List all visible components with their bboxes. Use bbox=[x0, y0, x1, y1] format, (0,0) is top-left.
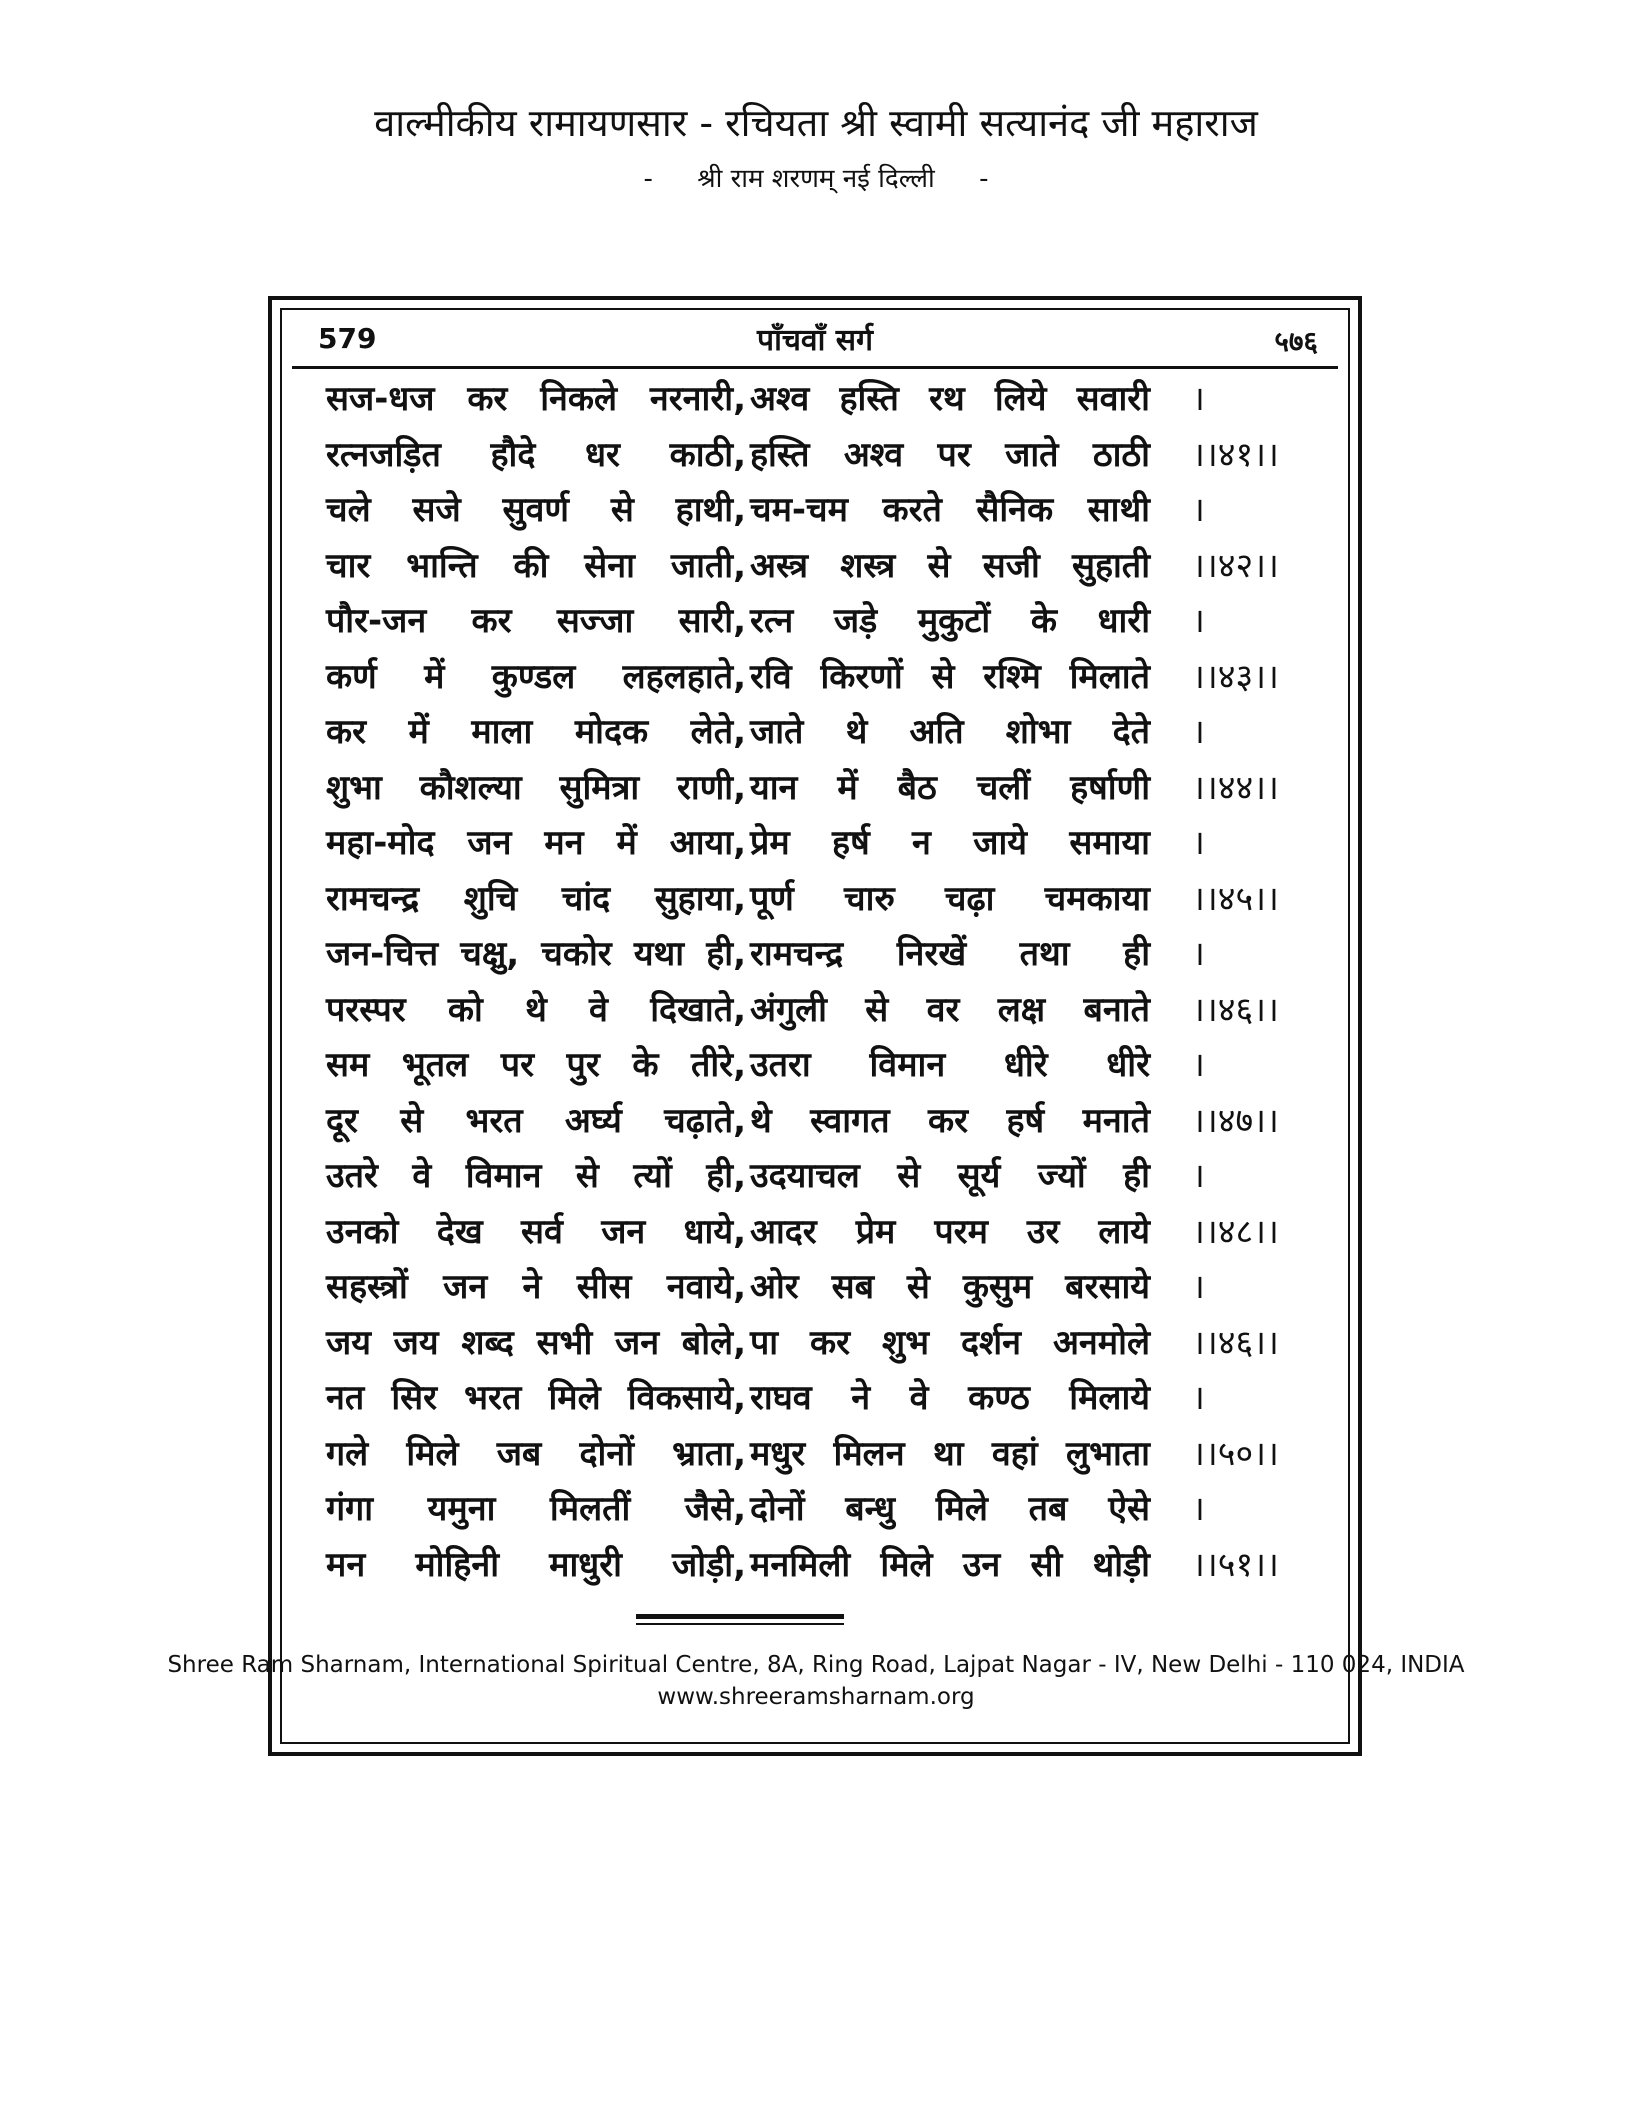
verse-left: चार भान्ति की सेना जाती, bbox=[326, 545, 746, 586]
verse-left: जय जय शब्द सभी जन बोले, bbox=[326, 1322, 746, 1363]
verse-right: मनमिली मिले उन सी थोड़ी bbox=[750, 1544, 1150, 1585]
verse-number: । bbox=[1192, 1045, 1205, 1085]
verse-number: । bbox=[1192, 712, 1205, 752]
verse-left: नत सिर भरत मिले विकसाये, bbox=[326, 1378, 746, 1418]
verse-line bbox=[292, 372, 1338, 428]
verse-line bbox=[292, 816, 1338, 872]
verse-right: प्रेम हर्ष न जाये समाया bbox=[750, 823, 1150, 863]
verse-number: ।।४६।। bbox=[1192, 1322, 1279, 1363]
verse-left: सज-धज कर निकले नरनारी, bbox=[326, 379, 746, 419]
verse-left: शुभा कौशल्या सुमित्रा राणी, bbox=[326, 767, 746, 808]
verse-line bbox=[292, 761, 1338, 817]
page-subtitle bbox=[0, 162, 1632, 196]
verse-left: जन-चित्त चक्षु, चकोर यथा ही, bbox=[326, 934, 746, 974]
verse-number: । bbox=[1192, 490, 1205, 530]
verse-number: । bbox=[1192, 601, 1205, 641]
subtitle-left-dash: - bbox=[643, 164, 653, 194]
verse-right: हस्ति अश्व पर जाते ठाठी bbox=[750, 434, 1150, 475]
footer-address: Shree Ram Sharnam, International Spiritual Centre, 8A, Ring Road, Lajpat Nagar - IV, New Delhi - 110 024, INDIA bbox=[167, 1652, 1465, 1678]
verse-right: अश्व हस्ति रथ लिये सवारी bbox=[750, 379, 1150, 419]
verse-right: यान में बैठ चलीं हर्षाणी bbox=[750, 767, 1150, 808]
chapter-heading: पाँचवाँ सर्ग bbox=[757, 323, 873, 358]
verse-number: ।।४४।। bbox=[1192, 767, 1279, 808]
footer-website-link[interactable]: www.shreeramsharnam.org bbox=[657, 1684, 975, 1710]
verse-right: जाते थे अति शोभा देते bbox=[750, 712, 1150, 752]
verse-left: परस्पर को थे वे दिखाते, bbox=[326, 989, 746, 1030]
verse-number: । bbox=[1192, 823, 1205, 863]
section-end-rule bbox=[636, 1614, 844, 1619]
verse-right: उतरा विमान धीरे धीरे bbox=[750, 1045, 1150, 1085]
section-end-rule-thin bbox=[636, 1623, 844, 1625]
verse-left: रामचन्द्र शुचि चांद सुहाया, bbox=[326, 878, 746, 919]
subtitle-right-dash: - bbox=[979, 164, 989, 194]
page-title: वाल्मीकीय रामायणसार - रचियता श्री स्वामी सत्यानंद जी महाराज bbox=[374, 101, 1258, 145]
verse-right: दोनों बन्धु मिले तब ऐसे bbox=[750, 1489, 1150, 1529]
verse-line bbox=[292, 1538, 1338, 1594]
verse-left: गले मिले जब दोनों भ्राता, bbox=[326, 1433, 746, 1474]
verse-right: उदयाचल से सूर्य ज्यों ही bbox=[750, 1156, 1150, 1196]
verse-right: रामचन्द्र निरखें तथा ही bbox=[750, 934, 1150, 974]
verse-number: ।।४५।। bbox=[1192, 878, 1279, 919]
verse-number: ।।४७।। bbox=[1192, 1100, 1279, 1141]
verse-line bbox=[292, 872, 1338, 928]
verse-number: ।।५१।। bbox=[1192, 1544, 1279, 1585]
verse-left: सहस्त्रों जन ने सीस नवाये, bbox=[326, 1267, 746, 1307]
verse-number: । bbox=[1192, 1489, 1205, 1529]
verse-line bbox=[292, 1427, 1338, 1483]
verse-left: उनको देख सर्व जन धाये, bbox=[326, 1211, 746, 1252]
verse-number: । bbox=[1192, 934, 1205, 974]
verse-line bbox=[292, 1260, 1338, 1316]
verse-line bbox=[292, 927, 1338, 983]
verse-right: अस्त्र शस्त्र से सजी सुहाती bbox=[750, 545, 1150, 586]
verse-line bbox=[292, 705, 1338, 761]
verse-line bbox=[292, 983, 1338, 1039]
verse-left: चले सजे सुवर्ण से हाथी, bbox=[326, 490, 746, 530]
verse-left: कर्ण में कुण्डल लहलहाते, bbox=[326, 656, 746, 697]
verse-line bbox=[292, 1038, 1338, 1094]
verse-number: ।।५०।। bbox=[1192, 1433, 1279, 1474]
verse-line bbox=[292, 1149, 1338, 1205]
verse-left: पौर-जन कर सज्जा सारी, bbox=[326, 601, 746, 641]
verse-number: ।।४६।। bbox=[1192, 989, 1279, 1030]
verse-number: । bbox=[1192, 379, 1205, 419]
verse-number: ।।४१।। bbox=[1192, 434, 1279, 475]
verse-line bbox=[292, 1205, 1338, 1261]
page-header-row bbox=[292, 318, 1338, 364]
verse-list bbox=[292, 372, 1338, 1593]
verse-line bbox=[292, 1316, 1338, 1372]
page-number-devanagari: ५७६ bbox=[1274, 325, 1318, 358]
verse-number: । bbox=[1192, 1378, 1205, 1418]
verse-line bbox=[292, 1371, 1338, 1427]
verse-line bbox=[292, 428, 1338, 484]
verse-left: कर में माला मोदक लेते, bbox=[326, 712, 746, 752]
verse-number: । bbox=[1192, 1267, 1205, 1307]
verse-number: ।।४२।। bbox=[1192, 545, 1279, 586]
verse-left: सम भूतल पर पुर के तीरे, bbox=[326, 1045, 746, 1085]
verse-right: रवि किरणों से रश्मि मिलाते bbox=[750, 656, 1150, 697]
header-divider bbox=[292, 366, 1338, 369]
subtitle-text: श्री राम शरणम् नई दिल्ली bbox=[697, 164, 935, 194]
verse-right: थे स्वागत कर हर्ष मनाते bbox=[750, 1100, 1150, 1141]
verse-right: राघव ने वे कण्ठ मिलाये bbox=[750, 1378, 1150, 1418]
verse-line bbox=[292, 594, 1338, 650]
verse-number: । bbox=[1192, 1156, 1205, 1196]
verse-line bbox=[292, 650, 1338, 706]
verse-line bbox=[292, 1094, 1338, 1150]
verse-left: उतरे वे विमान से त्यों ही, bbox=[326, 1156, 746, 1196]
page-number-arabic: 579 bbox=[318, 322, 377, 355]
verse-line bbox=[292, 1482, 1338, 1538]
verse-right: पा कर शुभ दर्शन अनमोले bbox=[750, 1322, 1150, 1363]
verse-left: मन मोहिनी माधुरी जोड़ी, bbox=[326, 1544, 746, 1585]
verse-number: ।।४३।। bbox=[1192, 656, 1279, 697]
verse-number: ।।४८।। bbox=[1192, 1211, 1279, 1252]
verse-line bbox=[292, 483, 1338, 539]
verse-right: ओर सब से कुसुम बरसाये bbox=[750, 1267, 1150, 1307]
verse-right: मधुर मिलन था वहां लुभाता bbox=[750, 1433, 1150, 1474]
verse-left: महा-मोद जन मन में आया, bbox=[326, 823, 746, 863]
verse-right: पूर्ण चारु चढ़ा चमकाया bbox=[750, 878, 1150, 919]
verse-right: चम-चम करते सैनिक साथी bbox=[750, 490, 1150, 530]
verse-right: अंगुली से वर लक्ष बनाते bbox=[750, 989, 1150, 1030]
verse-left: रत्नजड़ित हौदे धर काठी, bbox=[326, 434, 746, 475]
verse-right: रत्न जड़े मुकुटों के धारी bbox=[750, 601, 1150, 641]
verse-line bbox=[292, 539, 1338, 595]
verse-left: गंगा यमुना मिलतीं जैसे, bbox=[326, 1489, 746, 1529]
verse-right: आदर प्रेम परम उर लाये bbox=[750, 1211, 1150, 1252]
verse-left: दूर से भरत अर्घ्य चढ़ाते, bbox=[326, 1100, 746, 1141]
